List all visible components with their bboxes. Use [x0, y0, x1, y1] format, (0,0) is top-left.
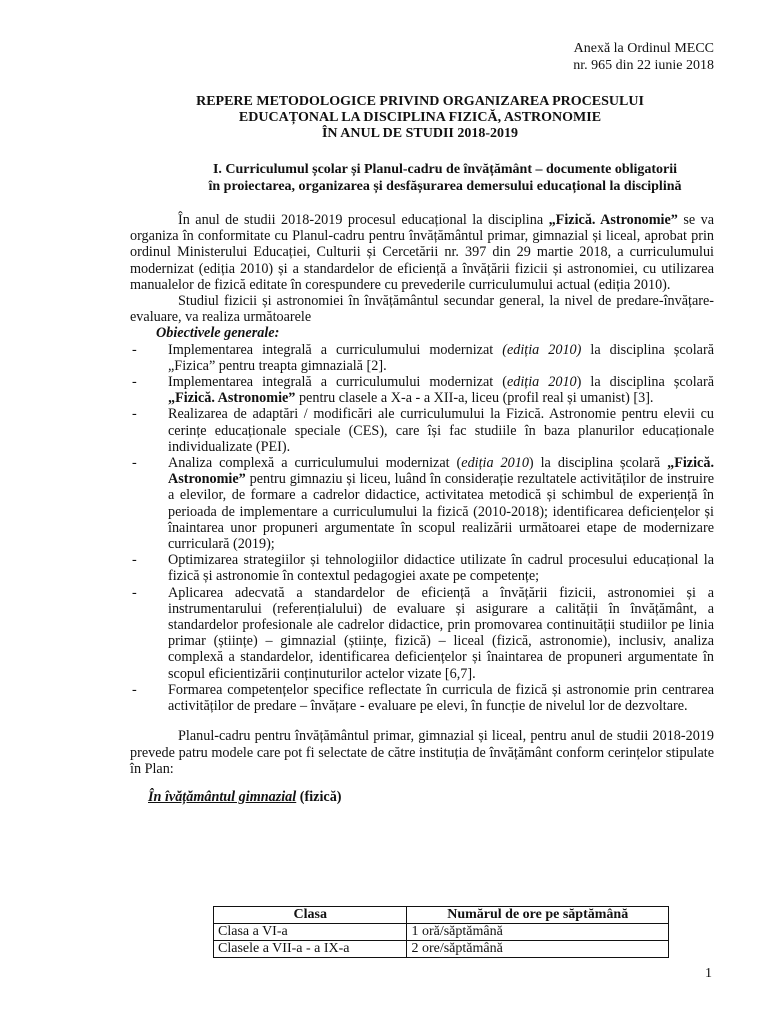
header-class: Clasa: [214, 907, 407, 924]
study-paragraph: Studiul fizicii și astronomiei în învățământul secundar general, la nivel de predare-învățare-evaluare, va realiza următoarele: [130, 293, 714, 326]
section-heading-line-1: I. Curriculumul școlar și Planul-cadru de învățământ – documente obligatorii: [212, 162, 678, 177]
table-header-row: [214, 907, 669, 924]
plan-paragraph: Planul-cadru pentru învățământul primar, gimnazial și liceal, pentru anul de studii 2018-2019 prevede patru modele care pot fi selectate de către instituția de învățământ conform cerințelor stipulate în Plan:: [130, 728, 714, 777]
objective-bold: „Fizică. Astronomie”: [168, 390, 296, 407]
objective-text: Implementarea integrală a curriculumului modernizat: [168, 341, 503, 358]
objective-item: [130, 406, 714, 455]
title-line-2: EDUCAȚONAL LA DISCIPLINA FIZICĂ, ASTRONOMIE: [238, 110, 602, 125]
table-row: [214, 924, 669, 941]
title-line-1: REPERE METODOLOGICE PRIVIND ORGANIZAREA PROCESULUI: [196, 94, 644, 109]
objective-item: [130, 585, 714, 682]
objective-text: Analiza complexă a curriculumului modernizat (: [168, 455, 462, 472]
objective-item: [130, 682, 714, 714]
dash-bullet: -: [132, 584, 137, 601]
objective-text: Realizarea de adaptări / modificări ale curriculumului la Fizică. Astronomie pentru elevii cu cerințe educaționale speciale (CES), care își fac studiile în baza planurilor educaționale individualizate (PEI).: [168, 406, 714, 455]
intro-text-c: se va organiza în conformitate cu Planul-cadru pentru învățământul primar, gimnazial și liceal, aprobat prin ordinul Ministerului Educației, Culturii și Cercetării nr. 397 din 29 martie 2018, a curriculumului modernizat (ediția 2010) și a standardelor de eficiență a învățării fizicii și astronomiei, cu utilizarea manualelor de fizică editate în corespundere cu prevederile curriculumului actual (ediția 2010).: [130, 212, 715, 293]
objective-text: pentru gimnaziu și liceu, luând în considerație rezultatele activităților de instruire a elevilor, de formare a cadrelor didactice, activitatea metodică și schimbul de experiență în perioada de implementare a curriculumului la fizică (2010-2018); identificarea deficiențelor și înaintarea unor propuneri argumentate în scopul realizării următoarei etape de modernizare curriculară (2019);: [168, 471, 714, 553]
document-title: [130, 94, 710, 142]
dash-bullet: -: [132, 406, 137, 423]
objective-bold: „Fizică. Astronomie”: [168, 455, 714, 488]
page-number: 1: [705, 966, 712, 981]
table-cell: 2 ore/săptămână: [407, 941, 669, 958]
dash-bullet: -: [132, 374, 137, 391]
hours-table: [213, 906, 669, 958]
gymnasium-subheading: [148, 789, 714, 805]
table-cell: Clasa a VI-a: [214, 924, 407, 941]
objective-italic: (ediția 2010): [502, 341, 582, 358]
dash-bullet: -: [132, 552, 137, 569]
table-cell: Clasele a VII-a - a IX-a: [214, 941, 407, 958]
subheading-rest: (fizică): [296, 788, 342, 805]
table-row: [214, 941, 669, 958]
annex-reference: [573, 40, 714, 74]
document-body: [130, 212, 714, 805]
objective-italic: ediția 2010: [461, 455, 529, 472]
title-line-3: ÎN ANUL DE STUDII 2018-2019: [321, 126, 519, 141]
section-heading-line-2: în proiectarea, organizarea și desfășurarea demersului educațional la disciplină: [208, 178, 682, 194]
objective-italic: ediția 2010: [506, 374, 577, 391]
dash-bullet: -: [132, 681, 137, 698]
table-cell: 1 oră/săptămână: [407, 924, 669, 941]
intro-text-a: În anul de studii 2018-2019 procesul educațional la disciplina: [178, 212, 549, 228]
objective-item: [130, 552, 714, 584]
objective-item: [130, 342, 714, 374]
objective-text: pentru clasele a X-a - a XII-a, liceu (profil real și umanist) [3].: [295, 390, 654, 407]
intro-paragraph: [130, 212, 714, 293]
objective-text: ) la disciplina școlară: [528, 455, 668, 472]
objective-item: [130, 455, 714, 552]
objective-text: la disciplina școlară „Fizica” pentru treapta gimnazială [2].: [168, 341, 714, 374]
dash-bullet: -: [132, 341, 137, 358]
objective-text: Formarea competențelor specifice reflectate în curricula de fizică și astronomie prin centrarea activităților de predare – învățare - evaluare pe elevi, în funcție de nivelul lor de dezvoltare.: [168, 681, 714, 715]
annex-line-1: Anexă la Ordinul MECC: [573, 41, 714, 56]
objectives-heading: Obiectivele generale:: [156, 325, 280, 342]
objective-text: ) la disciplina școlară: [576, 374, 714, 391]
dash-bullet: -: [132, 455, 137, 472]
section-heading: [150, 162, 740, 195]
discipline-name: „Fizică. Astronomie”: [548, 212, 678, 228]
subheading-underlined: În îvățământul gimnazial: [148, 788, 297, 805]
objective-text: Optimizarea strategiilor și tehnologiilor didactice utilizate în cadrul procesului educațional la fizică și astronomie în contextul pedagogiei axate pe competențe;: [168, 552, 714, 585]
header-hours: Numărul de ore pe săptămână: [407, 907, 669, 924]
objective-text: Aplicarea adecvată a standardelor de eficiență a învățării fizicii, astronomiei și a instrumentarului (referențialului) de evaluare și asigurare a calității în învățământ, a standardelor profesionale ale cadrelor didactice, prin promovarea continuității studiilor pe linia primar (științe) – gimnazial (științe, fizică) – liceal (fizică, astronomie), inclusiv, analiza complexă a standardelor, identificarea deficiențelor și înaintarea de propuneri argumentate în scopul eficientizării conținuturilor actelor vizate [6,7].: [168, 584, 714, 682]
objective-item: [130, 374, 714, 406]
annex-line-2: nr. 965 din 22 iunie 2018: [573, 58, 714, 73]
objective-text: Implementarea integrală a curriculumului modernizat (: [168, 374, 507, 391]
objectives-list: [130, 342, 714, 715]
